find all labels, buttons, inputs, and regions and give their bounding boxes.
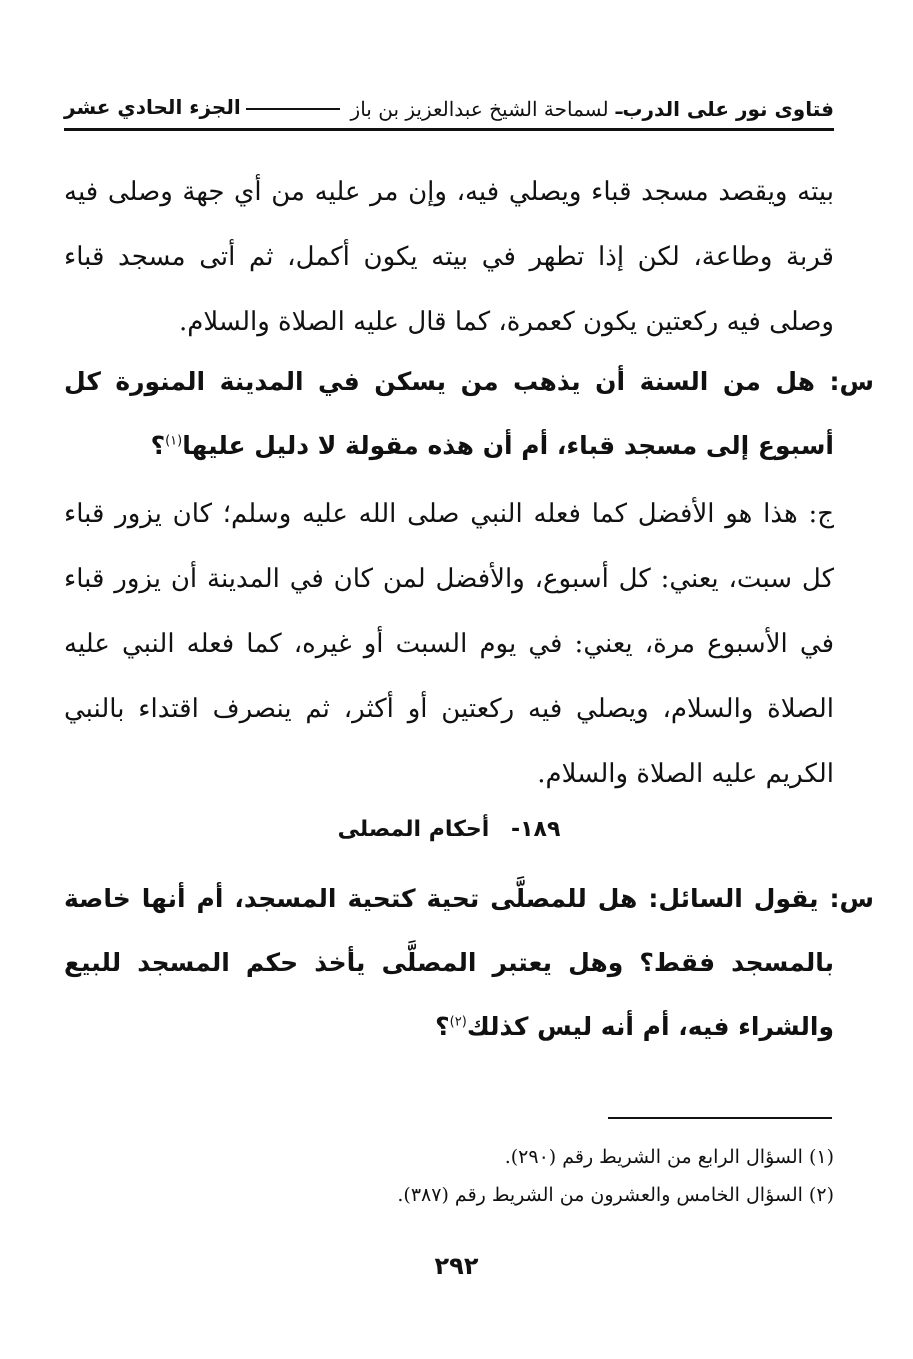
- running-header: [64, 92, 834, 122]
- answer-1-paragraph: ج: هذا هو الأفضل كما فعله النبي صلى الله عليه وسلم؛ كان يزور قباء كل سبت، يعني: كل أسبوع، والأفضل لمن كان في المدينة أن يزور قباء في الأسبوع مرة، يعني: في يوم السبت أو غيره، كما فعله النبي عليه الصلاة والسلام، ويصلي فيه ركعتين أو أكثر، ثم ينصرف اقتداء بالنبي الكريم عليه الصلاة والسلام.: [64, 499, 834, 789]
- question-2-end: ؟: [435, 1012, 450, 1041]
- footnote-rule: [608, 1117, 832, 1119]
- footnote-ref-1: (١): [165, 433, 183, 449]
- question-1-paragraph: [64, 350, 874, 478]
- header-series-title: فتاوى نور على الدرب: [622, 96, 834, 121]
- section-heading: [64, 810, 834, 850]
- footnote-ref-2: (٢): [449, 1014, 467, 1030]
- header-rule: [64, 128, 834, 131]
- header-volume: الجزء الحادي عشر: [64, 95, 241, 119]
- footnote-2: (٢) السؤال الخامس والعشرون من الشريط رقم (٣٨٧).: [397, 1184, 834, 1206]
- header-separator: ـ: [615, 95, 623, 119]
- question-1-end: ؟: [150, 431, 166, 460]
- header-dash-line: [246, 108, 340, 110]
- header-author: لسماحة الشيخ عبدالعزيز بن باز: [350, 96, 609, 121]
- footnotes: [64, 1138, 834, 1214]
- question-1-text: س: هل من السنة أن يذهب من يسكن في المدينة المنورة كل أسبوع إلى مسجد قباء، أم أن هذه مقولة لا دليل عليها: [64, 367, 874, 460]
- page-number: ٢٩٢: [434, 1252, 479, 1280]
- footnote-1: (١) السؤال الرابع من الشريط رقم (٢٩٠).: [504, 1146, 834, 1168]
- continued-answer-paragraph: بيته ويقصد مسجد قباء ويصلي فيه، وإن مر عليه من أي جهة وصلى فيه قربة وطاعة، لكن إذا تطهر في بيته يكون أكمل، ثم أتى مسجد قباء وصلى فيه ركعتين يكون كعمرة، كما قال عليه الصلاة والسلام.: [64, 177, 834, 337]
- question-2-paragraph: [64, 867, 874, 1059]
- question-2-text: س: يقول السائل: هل للمصلَّى تحية كتحية المسجد، أم أنها خاصة بالمسجد فقط؟ وهل يعتبر المصلَّى يأخذ حكم المسجد للبيع والشراء فيه، أم أنه ليس كذلك: [64, 884, 874, 1041]
- section-number: ١٨٩-: [510, 817, 561, 842]
- section-title: أحكام المصلى: [337, 817, 490, 842]
